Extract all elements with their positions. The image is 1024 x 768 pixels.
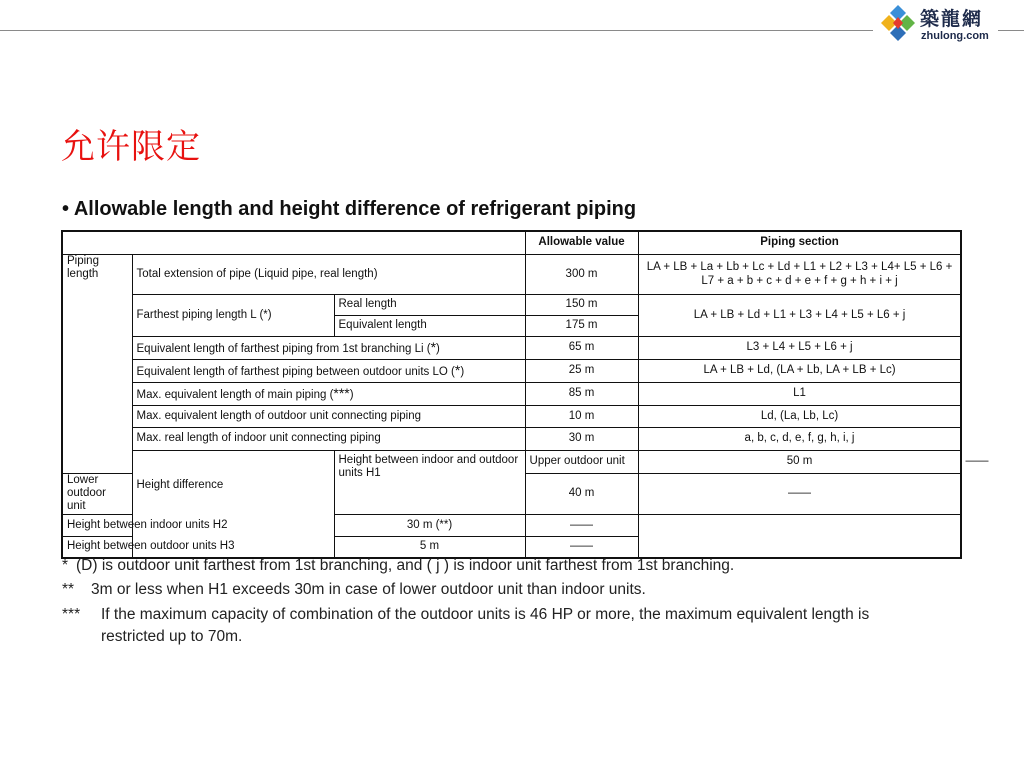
row-item: Total extension of pipe (Liquid pipe, real length) [132,255,525,295]
row-item: Farthest piping length L (*) [132,295,334,337]
footnote-text: (D) is outdoor unit farthest from 1st branching, and ( j ) is indoor unit farthest from 1st branching. [76,557,735,574]
row-value: 65 m [525,337,638,360]
footnote [62,555,962,577]
logo-diamond-icon [879,3,917,43]
table-row [62,406,961,428]
row-section: —— [525,514,638,536]
row-section: LA + LB + Ld, (LA + Lb, LA + LB + Lc) [638,360,961,383]
footnote-marker: ** [62,581,75,598]
table-header-row [62,231,961,255]
row-value: 5 m [334,536,525,558]
row-item: Height between indoor and outdoor units H1 [334,451,525,515]
footnote-text: If the maximum capacity of combination of the outdoor units is 46 HP or more, the maximum equivalent length is restricted up to 70m. [101,606,870,645]
row-subitem: Real length [334,295,525,316]
row-item: Equivalent length of farthest piping between outdoor units LO (*) [132,360,525,383]
row-item: Max. equivalent length of main piping (***) [132,383,525,406]
row-value: 10 m [525,406,638,428]
row-section: —— [638,474,961,515]
row-section: LA + LB + Ld + L1 + L3 + L4 + L5 + L6 + j [638,295,961,337]
table-row [62,337,961,360]
footnote [62,604,936,648]
row-value: 150 m [525,295,638,316]
row-value: 50 m [638,451,961,474]
row-item: Height between outdoor units H3 [62,536,334,558]
header-allowable-value: Allowable value [525,231,638,255]
row-subitem: Upper outdoor unit [525,451,638,474]
table-row [62,428,961,451]
footnotes [62,555,962,648]
row-subitem: Equivalent length [334,316,525,337]
row-section: L1 [638,383,961,406]
header-blank [62,231,525,255]
row-item: Max. real length of indoor unit connecting piping [132,428,525,451]
footnote-text: 3m or less when H1 exceeds 30m in case of lower outdoor unit than indoor units. [91,581,646,598]
row-value: 30 m [525,428,638,451]
table-row [62,360,961,383]
table-row [62,255,961,295]
footnote [62,579,962,601]
logo[interactable] [873,0,998,46]
footnote-marker: *** [62,606,81,623]
row-value: 25 m [525,360,638,383]
header-piping-section: Piping section [638,231,961,255]
piping-spec-table [61,230,989,559]
category-height-difference: Height difference [132,451,334,559]
row-item: Max. equivalent length of outdoor unit connecting piping [132,406,525,428]
table-row: Height difference Height between indoor and outdoor units H1 Upper outdoor unit 50 m —— [62,451,961,474]
section-heading: • Allowable length and height difference of refrigerant piping [62,198,637,220]
row-section: Ld, (La, Lb, Lc) [638,406,961,428]
row-section: a, b, c, d, e, f, g, h, i, j [638,428,961,451]
row-value: 175 m [525,316,638,337]
row-subitem: Lower outdoor unit [62,474,132,515]
row-item: Height between indoor units H2 [62,514,334,536]
row-item: Equivalent length of farthest piping from 1st branching Li (*) [132,337,525,360]
row-section: —— [525,536,638,558]
table-row [62,514,961,536]
page-title: 允许限定 [61,127,201,167]
header-rule [0,30,1024,31]
row-value: 300 m [525,255,638,295]
row-value: 40 m [525,474,638,515]
logo-url: zhulong.com [921,30,989,42]
row-section: L3 + L4 + L5 + L6 + j [638,337,961,360]
table-row [62,383,961,406]
logo-text: 築龍網 [920,8,984,30]
table-row [62,295,961,316]
footnote-marker: * [62,557,69,574]
row-value: 30 m (**) [334,514,525,536]
row-section: LA + LB + La + Lb + Lc + Ld + L1 + L2 + L3 + L4+ L5 + L6 + L7 + a + b + c + d + e + f + g + h + i + j [638,255,961,295]
row-value: 85 m [525,383,638,406]
category-piping-length: Piping length [62,255,132,474]
